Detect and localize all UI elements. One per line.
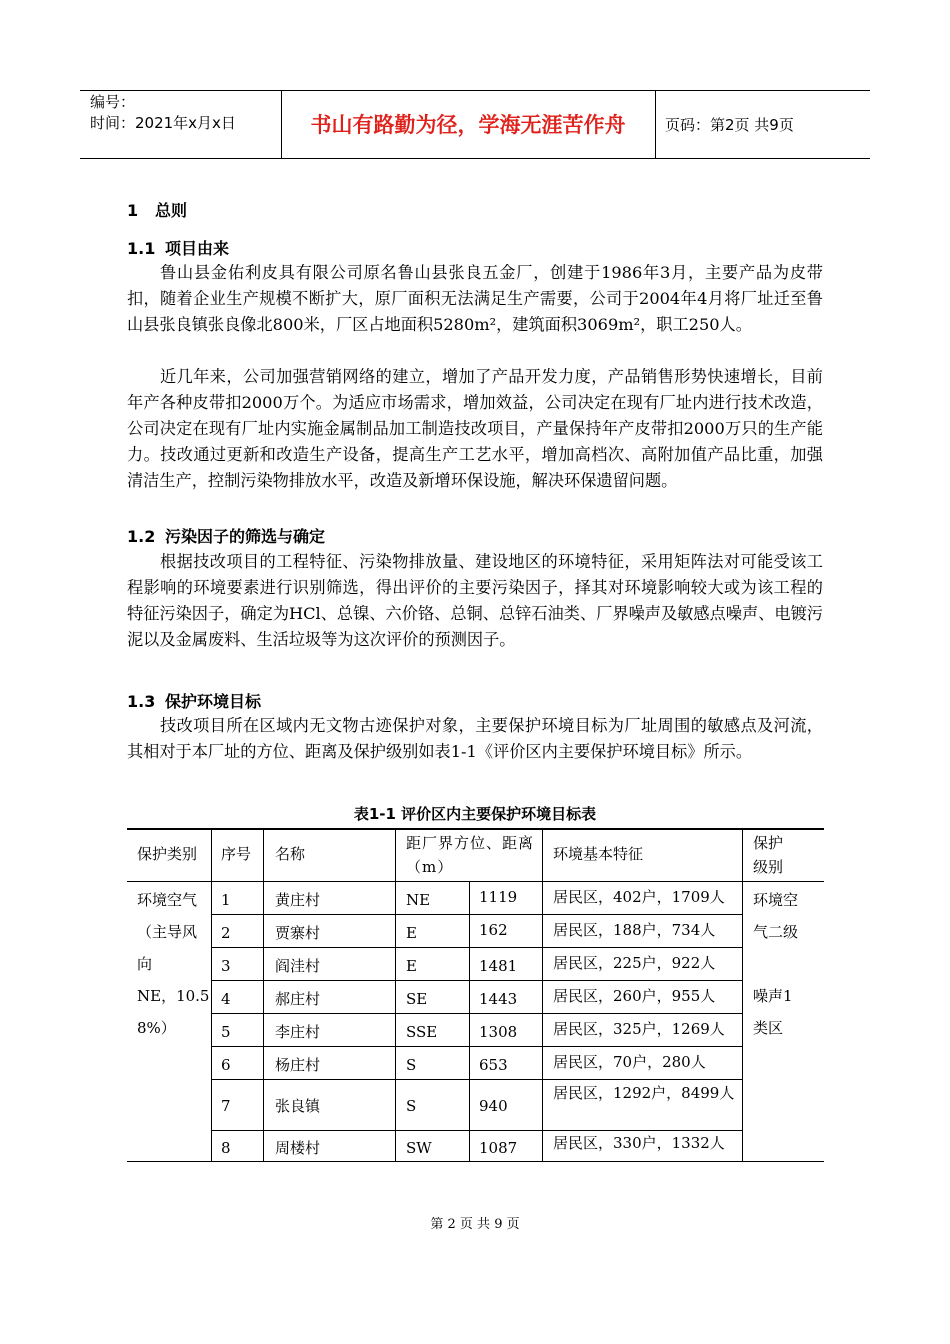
header-level-line: 保护 bbox=[753, 834, 784, 852]
feature-cell: 居民区，70户，280人 bbox=[553, 1053, 706, 1071]
paragraph: 近几年来，公司加强营销网络的建立，增加了产品开发力度，产品销售形势快速增长，目前年产各种皮带扣2000万个。为适应市场需求，增加效益，公司决定在现有厂址内进行技术改造，公司决定在现有厂址内实施金属制品加工制造技改项目，产量保持年产皮带扣2000万只的生产能力。技改通过更新和改造生产设备，提高生产工艺水平，增加高档次、高附加值产品比重，加强清洁生产，控制污染物排放水平，改造及新增环保设施，解决环保遗留问题。 bbox=[127, 367, 823, 491]
dist-cell: 940 bbox=[479, 1097, 508, 1115]
subsection-title: 项目由来 bbox=[165, 239, 230, 258]
dir-cell: SE bbox=[406, 990, 428, 1008]
subsection-heading bbox=[127, 689, 261, 712]
feature-cell: 居民区，225户，922人 bbox=[553, 954, 716, 972]
name-cell: 贾寨村 bbox=[275, 924, 321, 942]
header-meta bbox=[90, 92, 236, 134]
seq-cell: 8 bbox=[221, 1139, 231, 1157]
dir-cell: S bbox=[406, 1056, 417, 1074]
table-rule bbox=[742, 828, 743, 1162]
header-direction: 距厂界方位、距离（m） bbox=[406, 834, 535, 876]
feature-cell: 居民区，330户，1332人 bbox=[553, 1134, 725, 1152]
name-cell: 黄庄村 bbox=[275, 891, 321, 909]
dir-cell: E bbox=[406, 957, 417, 975]
level-cell bbox=[753, 884, 798, 1044]
paragraph: 鲁山县金佑利皮具有限公司原名鲁山县张良五金厂，创建于1986年3月，主要产品为皮带扣，随着企业生产规模不断扩大，原厂面积无法满足生产需要，公司于2004年4月将厂址迁至鲁山县张良镇张良像北800米，厂区占地面积5280m²，建筑面积3069m²，职工250人。 bbox=[127, 263, 823, 335]
seq-cell: 5 bbox=[221, 1023, 231, 1041]
header-motto: 书山有路勤为径，学海无涯苦作舟 bbox=[310, 113, 626, 137]
feature-cell: 居民区，260户，955人 bbox=[553, 987, 716, 1005]
header-seq: 序号 bbox=[221, 845, 252, 863]
name-cell: 杨庄村 bbox=[275, 1056, 321, 1074]
header-category: 保护类别 bbox=[137, 845, 198, 863]
level-line: 环境空 bbox=[753, 891, 799, 909]
seq-cell: 1 bbox=[221, 891, 231, 909]
header-bottom-rule bbox=[80, 158, 870, 159]
header-name: 名称 bbox=[275, 845, 306, 863]
dir-cell: S bbox=[406, 1097, 417, 1115]
dist-cell: 1087 bbox=[479, 1139, 518, 1157]
subsection-heading bbox=[127, 236, 229, 259]
seq-cell: 6 bbox=[221, 1056, 231, 1074]
header-level bbox=[753, 831, 783, 879]
category-cell bbox=[137, 884, 209, 1044]
section-number: 1 bbox=[127, 201, 139, 220]
level-line: 类区 bbox=[753, 1019, 784, 1037]
level-line: 气二级 bbox=[753, 923, 799, 941]
table-rule bbox=[211, 828, 212, 1162]
level-line bbox=[753, 948, 798, 980]
section-heading bbox=[127, 198, 187, 221]
subsection-number: 1.3 bbox=[127, 692, 156, 711]
dist-cell: 653 bbox=[479, 1056, 508, 1074]
name-cell: 郝庄村 bbox=[275, 990, 321, 1008]
subsection-number: 1.1 bbox=[127, 239, 156, 258]
category-line: 8%） bbox=[137, 1019, 176, 1037]
category-line: 环境空气 bbox=[137, 891, 198, 909]
table-caption: 表1-1 评价区内主要保护环境目标表 bbox=[353, 805, 597, 823]
subsection-heading bbox=[127, 524, 325, 547]
subsection-number: 1.2 bbox=[127, 527, 156, 546]
table-rule bbox=[395, 828, 396, 1162]
name-cell: 阎洼村 bbox=[275, 957, 321, 975]
seq-cell: 2 bbox=[221, 924, 231, 942]
subsection-title: 保护环境目标 bbox=[165, 692, 262, 711]
feature-cell: 居民区，1292户，8499人 bbox=[553, 1084, 735, 1102]
dir-cell: E bbox=[406, 924, 417, 942]
paragraph: 根据技改项目的工程特征、污染物排放量、建设地区的环境特征，采用矩阵法对可能受该工程影响的环境要素进行识别筛选，得出评价的主要污染因子，择其对环境影响较大或为该工程的特征污染因子，确定为HCl、总镍、六价铬、总铜、总锌石油类、厂界噪声及敏感点噪声、电镀污泥以及金属废料、生活垃圾等为这次评价的预测因子。 bbox=[127, 552, 823, 650]
dist-cell: 1443 bbox=[479, 990, 518, 1008]
feature-cell: 居民区，188户，734人 bbox=[553, 921, 716, 939]
feature-cell: 居民区，402户，1709人 bbox=[553, 888, 725, 906]
category-line: （主导风 bbox=[137, 923, 198, 941]
dir-cell: SW bbox=[406, 1139, 432, 1157]
category-line: 向 bbox=[137, 955, 153, 973]
name-cell: 张良镇 bbox=[275, 1097, 321, 1115]
number-label: 编号： bbox=[90, 93, 136, 111]
dist-cell: 1481 bbox=[479, 957, 518, 975]
category-line: NE，10.5 bbox=[137, 987, 210, 1005]
seq-cell: 4 bbox=[221, 990, 231, 1008]
feature-cell: 居民区，325户，1269人 bbox=[553, 1020, 725, 1038]
header-level-line: 级别 bbox=[753, 858, 784, 876]
seq-cell: 3 bbox=[221, 957, 231, 975]
name-cell: 周楼村 bbox=[275, 1139, 321, 1157]
table-rule bbox=[542, 828, 543, 1162]
header-feature: 环境基本特征 bbox=[553, 845, 644, 863]
table-rule bbox=[127, 1161, 824, 1162]
paragraph: 技改项目所在区域内无文物古迹保护对象，主要保护环境目标为厂址周围的敏感点及河流，其相对于本厂址的方位、距离及保护级别如表1-1《评价区内主要保护环境目标》所示。 bbox=[127, 716, 823, 762]
dist-cell: 1308 bbox=[479, 1023, 518, 1041]
dist-cell: 1119 bbox=[479, 888, 518, 906]
dir-cell: NE bbox=[406, 891, 431, 909]
header-divider bbox=[655, 90, 656, 158]
table-rule bbox=[469, 881, 470, 1162]
subsection-title: 污染因子的筛选与确定 bbox=[165, 527, 326, 546]
seq-cell: 7 bbox=[221, 1097, 231, 1115]
header-page-info: 页码：第2页 共9页 bbox=[665, 115, 794, 134]
name-cell: 李庄村 bbox=[275, 1023, 321, 1041]
section-title: 总则 bbox=[155, 201, 188, 220]
table-rule bbox=[263, 828, 264, 1162]
time-label: 时间：2021年x月x日 bbox=[90, 114, 236, 132]
dir-cell: SSE bbox=[406, 1023, 438, 1041]
page-footer: 第 2 页 共 9 页 bbox=[430, 1217, 520, 1232]
table-rule bbox=[127, 828, 824, 830]
level-line: 噪声1 bbox=[753, 987, 793, 1005]
dist-cell: 162 bbox=[479, 921, 508, 939]
